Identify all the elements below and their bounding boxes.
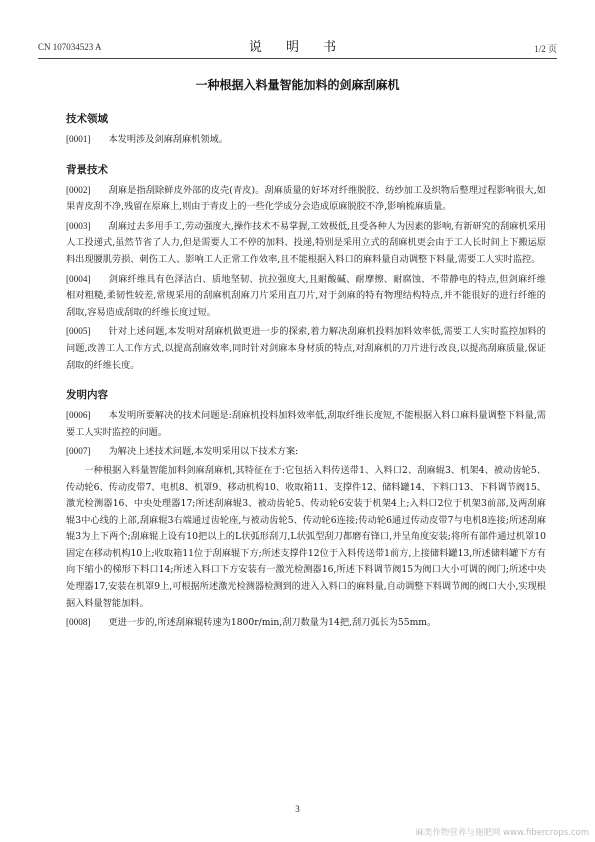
paragraph-0003: [66, 218, 546, 269]
invention-title: 一种根据入料量智能加料的剑麻刮麻机: [195, 78, 400, 92]
paragraph-0001: [66, 131, 546, 149]
paragraph-number: [0003]: [66, 220, 91, 231]
page-number: 3: [295, 804, 300, 814]
paragraph-0007: [66, 443, 546, 461]
paragraph-text: 刮麻是指刮除鲜皮外部的皮壳(青皮)。刮麻质量的好坏对纤维脱胶、纺纱加工及织物后整理过程影响很大,如果青皮刮不净,残留在原麻上,则由于青皮上的一些化学成分会造成原麻脱胶不净,影响梳麻质量。: [66, 184, 546, 213]
paragraph-0004: [66, 271, 546, 322]
paragraph-0002: [66, 182, 546, 216]
paragraph-number: [0008]: [66, 617, 91, 628]
document-type-title: 说 明 书: [248, 40, 347, 55]
watermark-text: 麻类作物营养与施肥网 www.fibercrops.com: [415, 828, 589, 838]
paragraph-number: [0002]: [66, 184, 91, 195]
paragraph-text: 剑麻纤维具有色泽洁白、质地坚韧、抗拉强度大,且耐酸碱、耐摩擦、耐腐蚀、不带静电的特点,但剑麻纤维相对粗糙,柔韧性较差,常规采用的刮麻机刮麻刀片采用直刀片,对于剑麻的特有物理结构特点,并不能很好的进行纤维的刮取,容易造成刮取的纤维长度过短。: [66, 273, 546, 318]
page-header: [38, 36, 557, 56]
paragraph-text: 本发明所要解决的技术问题是:刮麻机投料加料效率低,刮取纤维长度短,不能根据入料口麻料量调整下料量,需要工人实时监控的问题。: [66, 410, 546, 438]
paragraph-text: 针对上述问题,本发明对刮麻机做更进一步的探索,着力解决刮麻机投料加料效率低,需要工人实时监控加料的问题,改善工人工作方式,以提高刮麻效率,同时针对剑麻本身材质的特点,对刮麻机的刀片进行改良,以提高刮麻质量,保证刮取的纤维长度。: [66, 326, 546, 371]
section-heading-invention: 发明内容: [66, 389, 108, 402]
paragraph-number: [0006]: [66, 410, 91, 421]
paragraph-text: 本发明涉及剑麻刮麻机领域。: [108, 134, 228, 145]
paragraph-0006: [66, 407, 546, 441]
document-body: [66, 112, 546, 634]
section-heading-tech-field: 技术领域: [66, 113, 108, 125]
publication-number: CN 107034523 A: [38, 42, 102, 52]
page-info: 1/2 页: [534, 44, 557, 54]
header-rule: [38, 58, 557, 59]
paragraph-text: 刮麻过去多用手工,劳动强度大,操作技术不易掌握,工效极低,且受各种人为因素的影响,有新研究的刮麻机采用人工投递式,虽然节省了人力,但是需要人工不停的加料、投递,特别是采用立式的刮麻机更会由于工人长时间上下搬运原料出现腰肌劳损、刺伤工人、影响工人正常工作效率,且不能根据入料口的麻料量自动调整下料量,需要工人实时监控。: [66, 220, 546, 265]
paragraph-text: 更进一步的,所述刮麻辊转速为1800r/min,刮刀数量为14把,刮刀弧长为55mm。: [108, 617, 437, 629]
paragraph-number: [0004]: [66, 273, 91, 284]
paragraph-number: [0001]: [66, 134, 91, 144]
paragraph-main-claim: 一种根据入料量智能加料剑麻刮麻机,其特征在于:它包括入料传送带1、入料口2、刮麻辊3、机架4、被动齿轮5、传动轮6、传动皮带7、电机8、机罩9、移动机构10、收取箱11、支撑件12、储料罐14、下料口13、下料调节阀15、激光检测器16、中央处理器17;所述刮麻辊3、被动齿轮5、传动轮6安装于机架4上;入料口2位于机架3前部,及两刮麻辊3中心线的上部,刮麻辊3右端通过齿轮座,与被动齿轮5、传动轮6连接;传动轮6通过传动皮带7与电机8连接;所述刮麻辊3为上下两个;刮麻辊上设有10把以上的L状弧形刮刀,L状弧型刮刀都磨有锋口,并呈角度安装;将所有部件通过机罩10固定在移动机构10上;收取箱11位于刮麻辊下方;所述支撑件12位于入料传送带1前方,上接储料罐13,所述储料罐下方有向下缩小的梯形下料口14;所述入料口下方安装有一激光检测器16,所述下料调节阀15为阀口大小可调的阀门;所述中央处理器17,安装在机罩9上,可根据所述激光检测器检测到的进入入料口的麻料量,自动调整下料调节阀的阀口大小,实现根据入料量智能加料。: [66, 464, 546, 609]
section-heading-background: 背景技术: [66, 163, 108, 176]
paragraph-number: [0005]: [66, 326, 91, 337]
paragraph-0008: [66, 614, 546, 632]
paragraph-text: 为解决上述技术问题,本发明采用以下技术方案:: [108, 446, 299, 458]
paragraph-number: [0007]: [66, 446, 91, 457]
paragraph-0005: [66, 323, 546, 374]
